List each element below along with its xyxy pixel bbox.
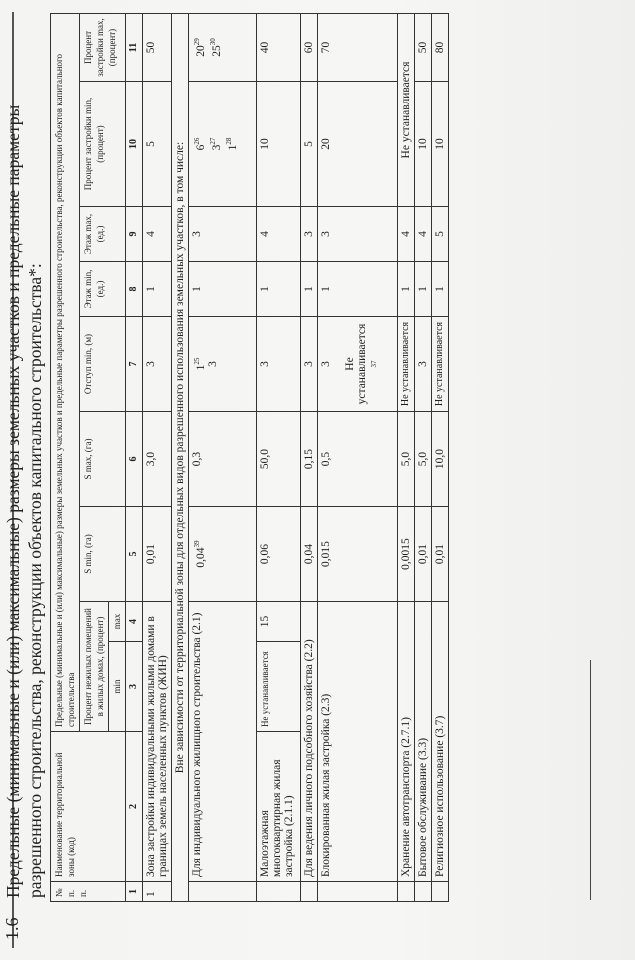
row-name: Религиозное использование (3.7) [432, 602, 449, 882]
header-smin: S min, (га) [80, 507, 126, 602]
colnum: 9 [126, 207, 143, 262]
table-row [398, 14, 415, 902]
header-pz-min: Процент застройки min, (процент) [80, 82, 126, 207]
table-row [415, 14, 432, 902]
row-smin: 0,015 [318, 507, 398, 602]
row-etazh-max: 3 [189, 207, 257, 262]
zone-etazh-min: 1 [143, 262, 172, 317]
row-etazh-max: 4 [257, 207, 301, 262]
zone-name: Зона застройки индивидуальными жилыми домами в границах земель населенных пунктов (ЖИН) [143, 602, 172, 882]
row-otstup: Не устанавливается [398, 317, 415, 412]
row-etazh-min: 1 [189, 262, 257, 317]
header-etazh-max: Этаж max, (ед.) [80, 207, 126, 262]
row-pz-max: 40 [257, 14, 301, 82]
table-row [301, 14, 318, 902]
row-smin: 0,04$^{39}$ [189, 507, 257, 602]
row-pz-min: 10 [257, 82, 301, 207]
colnum: 7 [126, 317, 143, 412]
header-smax: S max, (га) [80, 412, 126, 507]
row-pz-max: 50 [415, 14, 432, 82]
row-etazh-min: 1 [432, 262, 449, 317]
row-smin: 0,04 [301, 507, 318, 602]
header-zone-name: Наименование территориальной зоны (код) [51, 732, 126, 882]
row-etazh-max: 3 [301, 207, 318, 262]
row-otstup: 3 [257, 317, 301, 412]
row-etazh-max: 4 [415, 207, 432, 262]
row-smax: 0,3 [189, 412, 257, 507]
parameters-table [50, 13, 449, 902]
zone-otstup: 3 [143, 317, 172, 412]
section-row [172, 14, 189, 902]
header-min: min [109, 642, 126, 732]
row-etazh-min: 1 [398, 262, 415, 317]
colnum: 4 [126, 602, 143, 642]
zone-row [143, 14, 172, 902]
row-smax: 10,0 [432, 412, 449, 507]
row-smin: 0,01 [415, 507, 432, 602]
zone-pz-max: 50 [143, 14, 172, 82]
row-smax: 0,5 [318, 412, 398, 507]
row-name: Блокированная жилая застройка (2.3) [318, 602, 398, 882]
header-etazh-min: Этаж min, (ед.) [80, 262, 126, 317]
row-name: Для индивидуального жилищного строительства (2.1) [189, 602, 257, 882]
row-pz-max: 80 [432, 14, 449, 82]
row-pz-min: 10 [432, 82, 449, 207]
table-row [432, 14, 449, 902]
header-max: max [109, 602, 126, 642]
colnum: 2 [126, 732, 143, 882]
row-etazh-max: 4 [398, 207, 415, 262]
section-row-text: Вне зависимости от территориальной зоны для отдельных видов разрешенного использования земельных участков, в том числе: [172, 14, 189, 902]
row-etazh-min: 1 [257, 262, 301, 317]
row-smin: 0,0015 [398, 507, 415, 602]
row-pz-min: 20 [318, 82, 398, 207]
row-nonres-max: 15 [257, 602, 301, 642]
zone-etazh-max: 4 [143, 207, 172, 262]
zone-no: 1 [143, 882, 172, 902]
row-otstup: $1^{25}$ 3 [189, 317, 257, 412]
table-row [189, 14, 257, 902]
row-name: Для ведения личного подсобного хозяйства (2.2) [301, 602, 318, 882]
header-no: № п. п. [51, 882, 126, 902]
zone-pz-min: 5 [143, 82, 172, 207]
table-row [257, 14, 301, 902]
footnote-rule [590, 660, 591, 900]
row-otstup: 3 [301, 317, 318, 412]
colnum: 11 [126, 14, 143, 82]
header-group: Предельные (минимальные и (или) максимальные) размеры земельных участков и предельные параметры разрешенного строительства, реконструкции объектов капитального строительства [51, 14, 80, 732]
row-pz-min: 5 [301, 82, 318, 207]
header-otstup: Отступ min, (м) [80, 317, 126, 412]
header-row-1 [51, 14, 80, 902]
row-etazh-min: 1 [415, 262, 432, 317]
row-etazh-min: 1 [318, 262, 398, 317]
colnum: 1 [126, 882, 143, 902]
row-name: Хранение автотранспорта (2.7.1) [398, 602, 415, 882]
row-pz-max: 70 [318, 14, 398, 82]
row-pz-max: 60 [301, 14, 318, 82]
column-numbers-row [126, 14, 143, 902]
row-etazh-max: 3 [318, 207, 398, 262]
table-row [318, 14, 398, 902]
row-otstup: Не устанавливается [432, 317, 449, 412]
row-pz-min: 10 [415, 82, 432, 207]
row-nonres-min: Не устанавливается [257, 642, 301, 732]
colnum: 5 [126, 507, 143, 602]
row-name: Малоэтажная многоквартирная жилая застройка (2.1.1) [257, 732, 301, 882]
row-smin: 0,01 [432, 507, 449, 602]
row-etazh-min: 1 [301, 262, 318, 317]
row-etazh-max: 5 [432, 207, 449, 262]
row-smax: 0,15 [301, 412, 318, 507]
header-nonres: Процент нежилых помещений в жилых домах, (процент) [80, 602, 109, 732]
colnum: 8 [126, 262, 143, 317]
row-pz-merged: Не устанавливается [398, 14, 415, 207]
header-pz-max: Процент застройки max, (процент) [80, 14, 126, 82]
row-otstup: 3 [415, 317, 432, 412]
row-smax: 5,0 [398, 412, 415, 507]
row-smax: 5,0 [415, 412, 432, 507]
zone-smax: 3,0 [143, 412, 172, 507]
colnum: 6 [126, 412, 143, 507]
row-pz-max: $20^{29}$ $25^{30}$ [189, 14, 257, 82]
colnum: 10 [126, 82, 143, 207]
row-otstup: 3 Не устанавливается $^{37}$ [318, 317, 398, 412]
row-smin: 0,06 [257, 507, 301, 602]
row-name: Бытовое обслуживание (3.3) [415, 602, 432, 882]
section-title: Предельные (минимальные и (или) максимальные) размеры земельных участков и предельные параметры разрешенного строительства, реконструкции объектов капитального строительства*: [3, 104, 45, 898]
row-smax: 50,0 [257, 412, 301, 507]
row-pz-min: $6^{26}$ $3^{27}$ $1^{28}$ [189, 82, 257, 207]
section-number: 1.6 [2, 917, 22, 940]
zone-smin: 0,01 [143, 507, 172, 602]
colnum: 3 [126, 642, 143, 732]
